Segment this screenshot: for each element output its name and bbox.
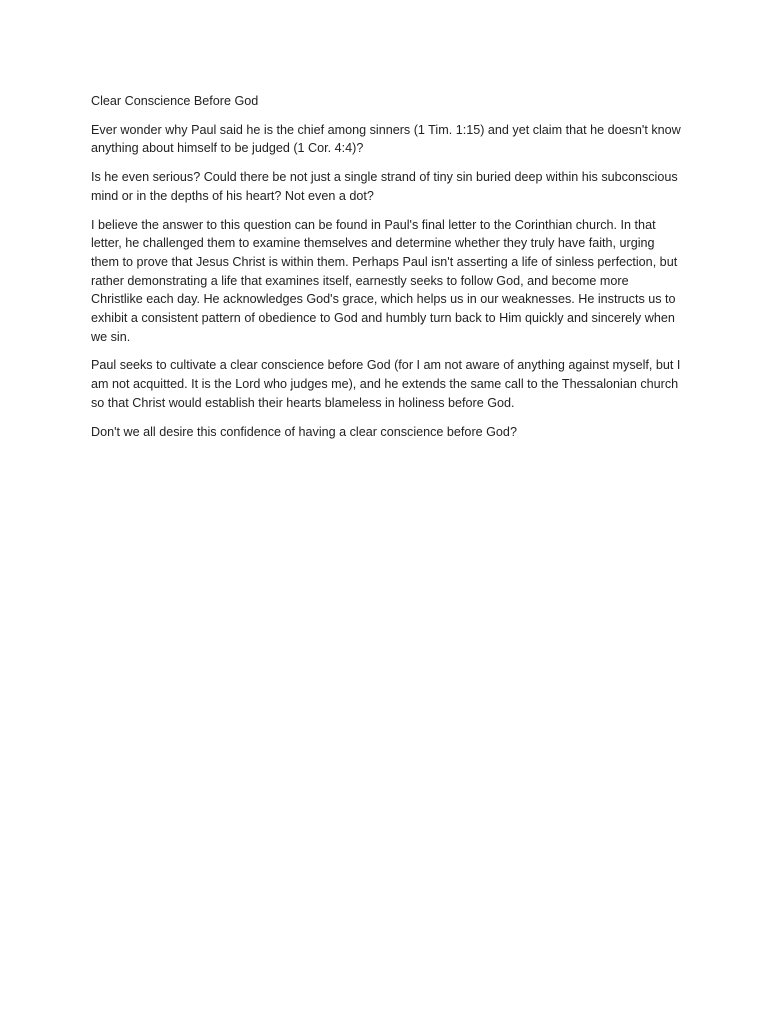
- paragraph-3: I believe the answer to this question can be found in Paul's final letter to the Corinthian church. In that letter, he challenged them to examine themselves and determine whether they truly have faith, urging them to prove that Jesus Christ is within them. Perhaps Paul isn't asserting a life of sinless perfection, but rather demonstrating a life that examines itself, earnestly seeks to follow God, and become more Christlike each day. He acknowledges God's grace, which helps us in our weaknesses. He instructs us to exhibit a consistent pattern of obedience to God and humbly turn back to Him quickly and sincerely when we sin.: [91, 217, 678, 344]
- paragraph-1: Ever wonder why Paul said he is the chief among sinners (1 Tim. 1:15) and yet claim that he doesn't know anything about himself to be judged (1 Cor. 4:4)?: [91, 122, 681, 156]
- paragraph-5: Don't we all desire this confidence of having a clear conscience before God?: [91, 424, 517, 439]
- paragraph-2: Is he even serious? Could there be not just a single strand of tiny sin buried deep within his subconscious mind or in the depths of his heart? Not even a dot?: [91, 170, 678, 203]
- paragraph-4: Paul seeks to cultivate a clear conscience before God (for I am not aware of anything against myself, but I am not acquitted. It is the Lord who judges me), and he extends the same call to the Thessalonian church so that Christ would establish their hearts blameless in holiness before God.: [91, 358, 681, 410]
- document-body: [91, 92, 683, 451]
- document-title: Clear Conscience Before God: [91, 94, 259, 108]
